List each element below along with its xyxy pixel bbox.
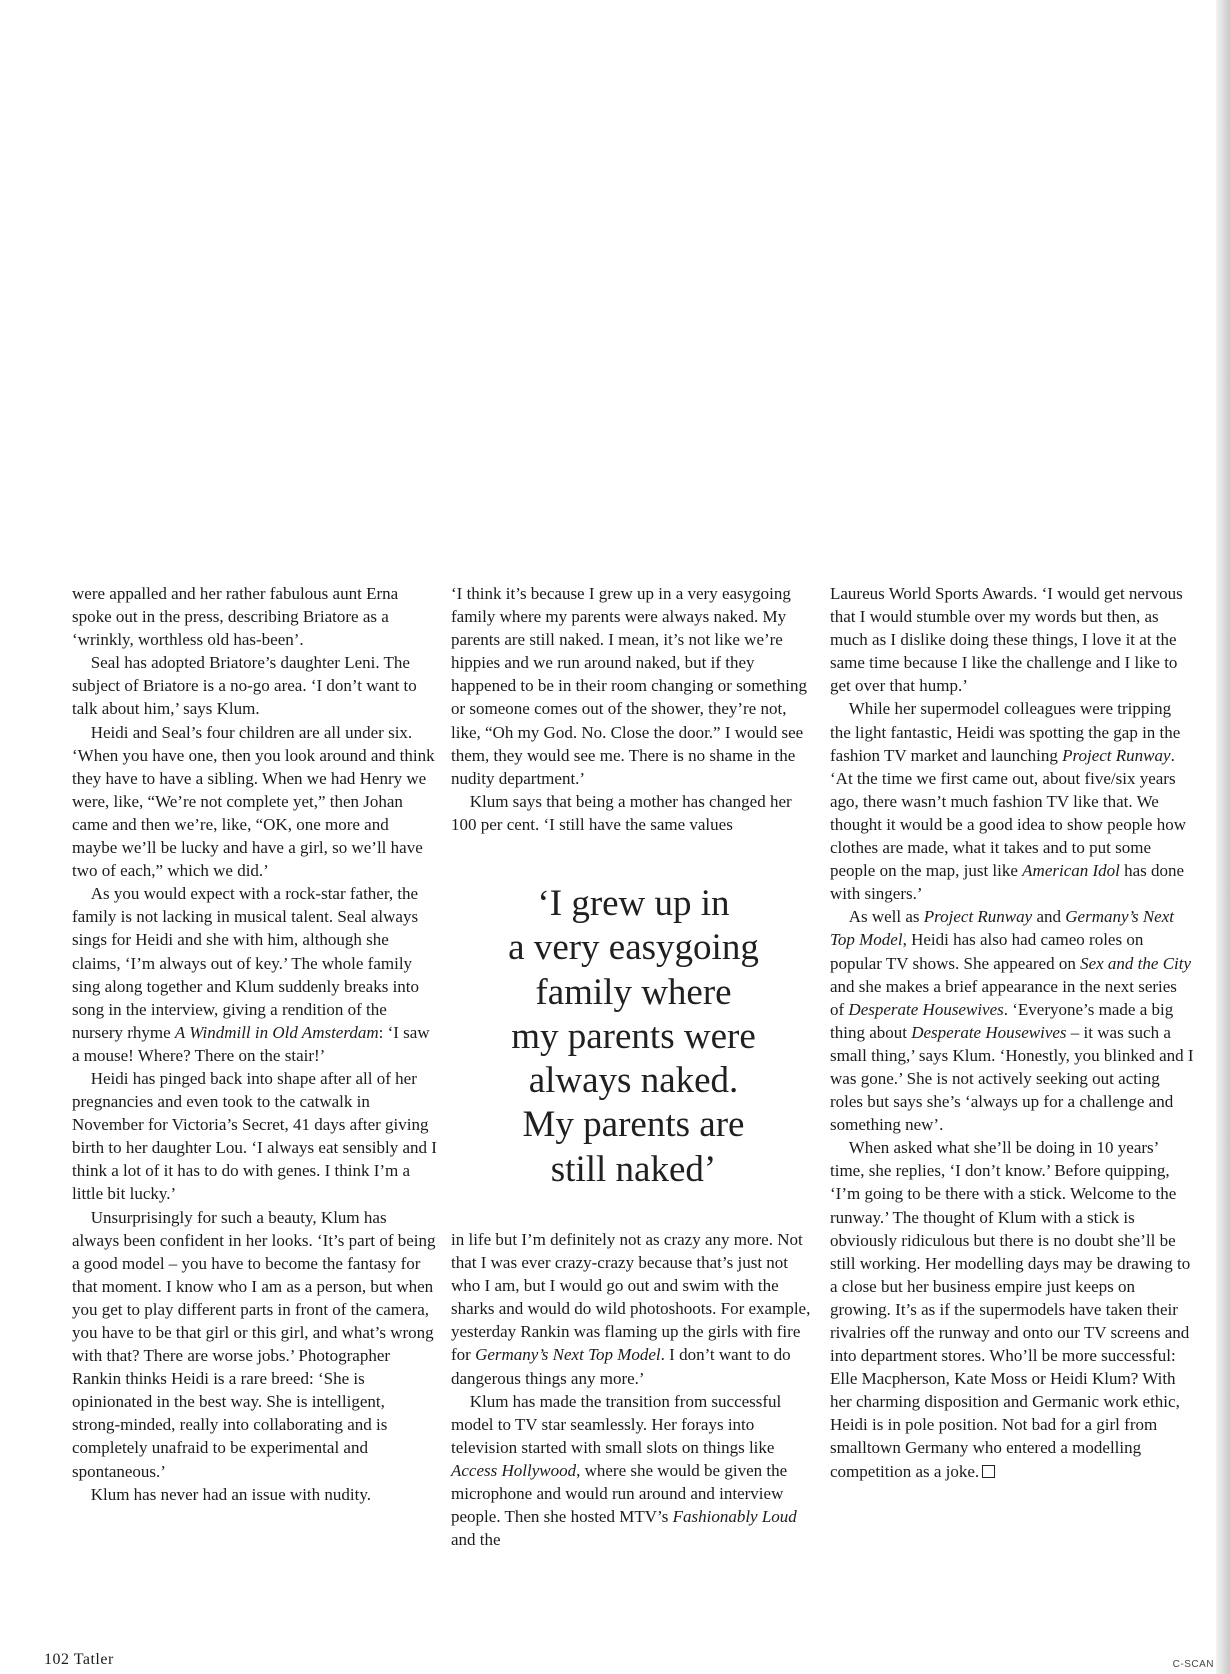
italic-title: Fashionably Loud — [672, 1507, 797, 1527]
italic-title: Desperate Housewives — [911, 1022, 1067, 1042]
italic-title: Project Runway — [923, 907, 1033, 927]
page-edge-shadow — [1216, 0, 1230, 1674]
text-run: As you would expect with a rock-star father, the family is not lacking in musical talent. Seal always sings for Heidi and she with him, although she claims, ‘I’m always out of key.’ The whole family sing along together and Klum suddenly breaks into song in the interview, giving a rendition of the nursery rhyme — [72, 884, 420, 1042]
pull-quote-line: ‘I grew up in — [537, 883, 730, 924]
text-run: Klum says that being a mother has changed her 100 per cent. ‘I still have the same values — [451, 791, 792, 834]
text-run: . ‘At the time we first came out, about five/six years ago, there wasn’t much fashion TV like that. We thought it would be a good idea to show people how clothes are made, what it takes and to put some people on the map, just like — [830, 745, 1187, 881]
body-paragraph — [451, 582, 816, 790]
text-run: Klum has made the transition from successful model to TV star seamlessly. Her forays into television started with small slots on things like — [451, 1391, 782, 1457]
text-run: and she makes a brief appearance in the next series of — [830, 976, 1177, 1019]
pull-quote-line: still naked’ — [550, 1148, 717, 1190]
article-column-2-bottom — [451, 1228, 816, 1551]
italic-title: Sex and the City — [1080, 953, 1192, 973]
article-column-1 — [72, 582, 437, 1506]
page-folio: 102 Tatler — [44, 1651, 114, 1668]
text-run: , where she would be given the microphone and would run around and interview people. Then she hosted MTV’s — [451, 1460, 788, 1527]
text-run: . I don’t want to do dangerous things any more.’ — [451, 1345, 791, 1388]
body-paragraph — [830, 1136, 1195, 1482]
text-run: in life but I’m definitely not as crazy any more. Not that I was ever crazy-crazy because that’s just not who I am, but I would go out and swim with the sharks and would do wild photoshoots. For example, yesterday Rankin was flaming up the girls with fire for — [451, 1230, 811, 1365]
italic-title: Germany’s Next Top Model — [475, 1345, 661, 1365]
text-run: Unsurprisingly for such a beauty, Klum has always been confident in her looks. ‘It’s part of being a good model – you have to become the fantasy for that moment. I know who I am as a person, but when you get to play different parts in front of the camera, you have to be that girl or this girl, and what’s wrong with that? There are worse jobs.’ Photographer Rankin thinks Heidi is a rare breed: ‘She is opinionated in the best way. She is intelligent, strong-minded, really into collaborating and is completely unafraid to be experimental and spontaneous.’ — [72, 1207, 436, 1481]
body-paragraph — [72, 721, 437, 883]
text-run: ‘I think it’s because I grew up in a very easygoing family where my parents were always naked. My parents are still naked. I mean, it’s not like we’re hippies and we run around naked, but if they happened to be in their room changing or something or someone comes out of the shower, they’re not, like, “Oh my God. No. Close the door.” I would see them, they would see me. There is no shame in the nudity department.’ — [451, 584, 807, 788]
body-paragraph — [72, 882, 437, 1067]
body-paragraph — [72, 651, 437, 720]
body-paragraph — [72, 582, 437, 651]
italic-title: Access Hollywood — [451, 1460, 577, 1480]
text-run: : ‘I saw a mouse! Where? There on the stair!’ — [72, 1022, 430, 1065]
text-run: Heidi and Seal’s four children are all under six. ‘When you have one, then you look around and think they have to have a sibling. When we had Henry we were, like, “We’re not complete yet,” then Johan came and then we’re, like, “OK, one more and maybe we’ll be lucky and have a girl, so we’ll have two of each,” which we did.’ — [72, 722, 435, 881]
pull-quote — [451, 882, 816, 1192]
pull-quote-line: My parents are — [522, 1104, 745, 1146]
body-paragraph — [830, 905, 1195, 1136]
body-paragraph — [72, 1067, 437, 1206]
text-run: While her supermodel colleagues were tripping the light fantastic, Heidi was spotting the gap in the fashion TV market and launching — [830, 699, 1181, 765]
italic-title: Project Runway — [1062, 745, 1171, 765]
text-run: – it was such a small thing,’ says Klum. ‘Honestly, you blinked and I was gone.’ She is not actively seeking out acting roles but says she’s ‘always up for a challenge and something new’. — [830, 1022, 1194, 1135]
text-run: were appalled and her rather fabulous aunt Erna spoke out in the press, describing Briatore as a ‘wrinkly, worthless old has-been’. — [72, 584, 399, 650]
body-paragraph — [830, 582, 1195, 697]
scan-watermark: C-SCAN — [1172, 1659, 1214, 1670]
body-paragraph — [72, 1483, 437, 1506]
pull-quote-line: always naked. — [528, 1060, 739, 1102]
open-square-icon — [982, 1465, 995, 1478]
italic-title: American Idol — [1022, 861, 1120, 881]
text-run: has done with singers.’ — [830, 861, 1185, 904]
text-run: As well as — [848, 907, 924, 927]
body-paragraph — [451, 1228, 816, 1390]
text-run: and — [1032, 907, 1066, 927]
pull-quote-line: my parents were — [511, 1015, 756, 1057]
article-column-3 — [830, 582, 1195, 1483]
article-column-2-top — [451, 582, 816, 836]
text-run: When asked what she’ll be doing in 10 years’ time, she replies, ‘I don’t know.’ Before quipping, ‘I’m going to be there with a stick. Welcome to the runway.’ The thought of Klum with a stick is obviously ridiculous but there is no doubt she’ll be still working. Her modelling days may be drawing to a close but her business empire just keeps on growing. It’s as if the supermodels have taken their rivalries off the runway and onto our TV screens and into department stores. Who’ll be more successful: Elle Macpherson, Kate Moss or Heidi Klum? With her charming disposition and Germanic work ethic, Heidi is in pole position. Not bad for a girl from smalltown Germany who entered a modelling competition as a joke. — [830, 1138, 1191, 1481]
body-paragraph — [451, 1390, 816, 1552]
text-run: Heidi has pinged back into shape after all of her pregnancies and even took to the catwalk in November for Victoria’s Secret, 41 days after giving birth to her daughter Lou. ‘I always eat sensibly and I think a lot of it has to do with genes. I think I’m a little bit lucky.’ — [72, 1068, 437, 1204]
text-run: Laureus World Sports Awards. ‘I would get nervous that I would stumble over my words but then, as much as I dislike doing these things, I love it at the same time because I like the challenge and I like to get over that hump.’ — [830, 584, 1183, 696]
text-run: Klum has never had an issue with nudity. — [90, 1484, 371, 1504]
pull-quote-line: a very easygoing — [508, 927, 759, 969]
text-run: and the — [451, 1530, 501, 1550]
body-paragraph — [830, 697, 1195, 905]
text-run: . ‘Everyone’s made a big thing about — [830, 999, 1174, 1042]
pull-quote-line: family where — [535, 971, 732, 1013]
italic-title: Germany’s Next Top Model — [830, 907, 1174, 950]
italic-title: Desperate Housewives — [848, 999, 1004, 1019]
body-paragraph — [72, 1206, 437, 1483]
text-run: Seal has adopted Briatore’s daughter Leni. The subject of Briatore is a no-go area. ‘I don’t want to talk about him,’ says Klum. — [72, 653, 417, 719]
body-paragraph — [451, 790, 816, 836]
text-run: , Heidi has also had cameo roles on popular TV shows. She appeared on — [830, 930, 1144, 973]
italic-title: A Windmill in Old Amsterdam — [174, 1022, 379, 1042]
